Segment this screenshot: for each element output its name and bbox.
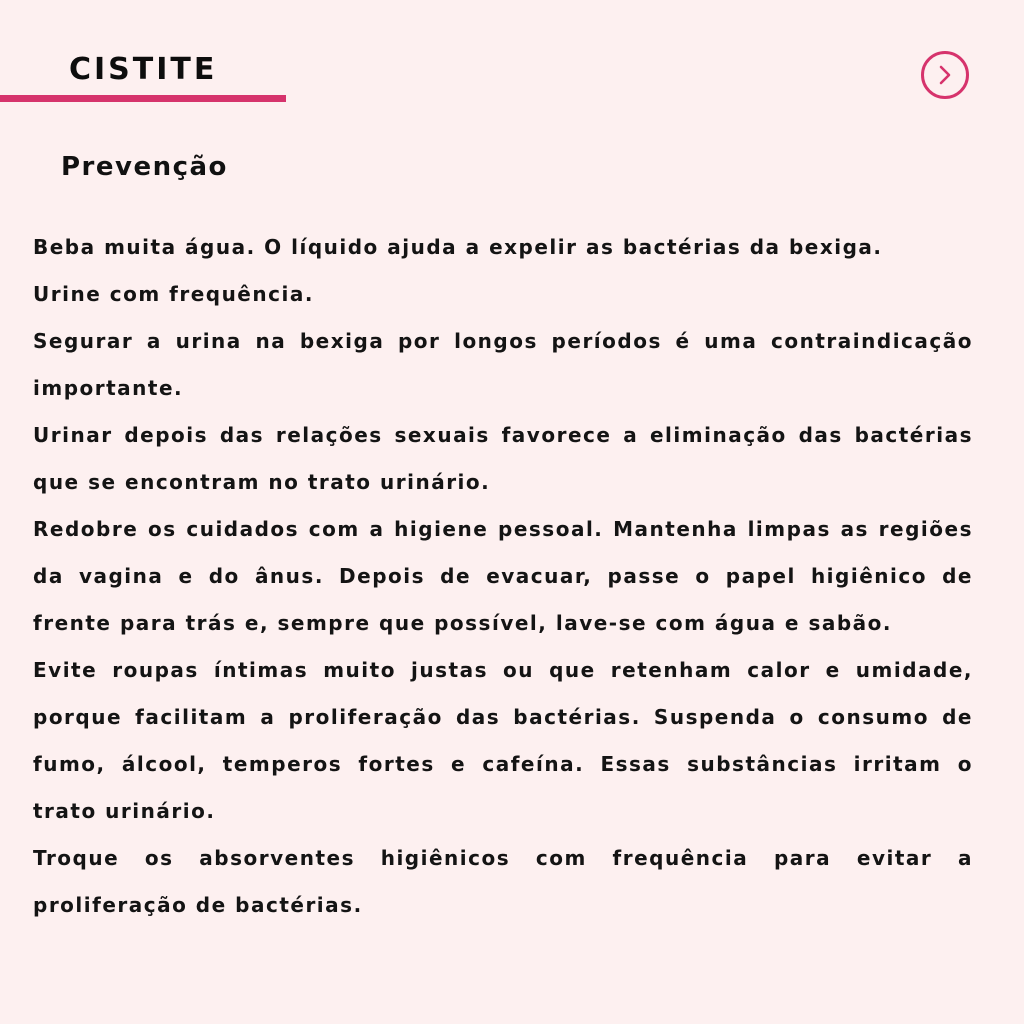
paragraph-frequency: Urine com frequência.	[33, 282, 314, 306]
page-title: CISTITE	[69, 52, 218, 87]
section-subtitle: Prevenção	[61, 152, 228, 182]
paragraph-after-relations: Urinar depois das relações sexuais favorece a eliminação das bactérias que se encontram no trato urinário.	[33, 423, 973, 494]
chevron-right-icon	[935, 64, 955, 86]
title-underline	[0, 95, 286, 102]
paragraph-clothing: Evite roupas íntimas muito justas ou que retenham calor e umidade, porque facilitam a proliferação das bactérias. Suspenda o consumo de fumo, álcool, temperos fortes e cafeína. Essas substâncias irritam o trato urinário.	[33, 658, 973, 823]
paragraph-water: Beba muita água. O líquido ajuda a expelir as bactérias da bexiga.	[33, 235, 883, 259]
prevention-content	[33, 224, 973, 929]
paragraph-hold-urine: Segurar a urina na bexiga por longos períodos é uma contraindicação importante.	[33, 329, 973, 400]
next-button[interactable]	[921, 51, 969, 99]
paragraph-hygiene: Redobre os cuidados com a higiene pessoal. Mantenha limpas as regiões da vagina e do ânus. Depois de evacuar, passe o papel higiênico de frente para trás e, sempre que possível, lave-se com água e sabão.	[33, 517, 973, 635]
paragraph-absorbents: Troque os absorventes higiênicos com frequência para evitar a proliferação de bactérias.	[33, 846, 973, 917]
